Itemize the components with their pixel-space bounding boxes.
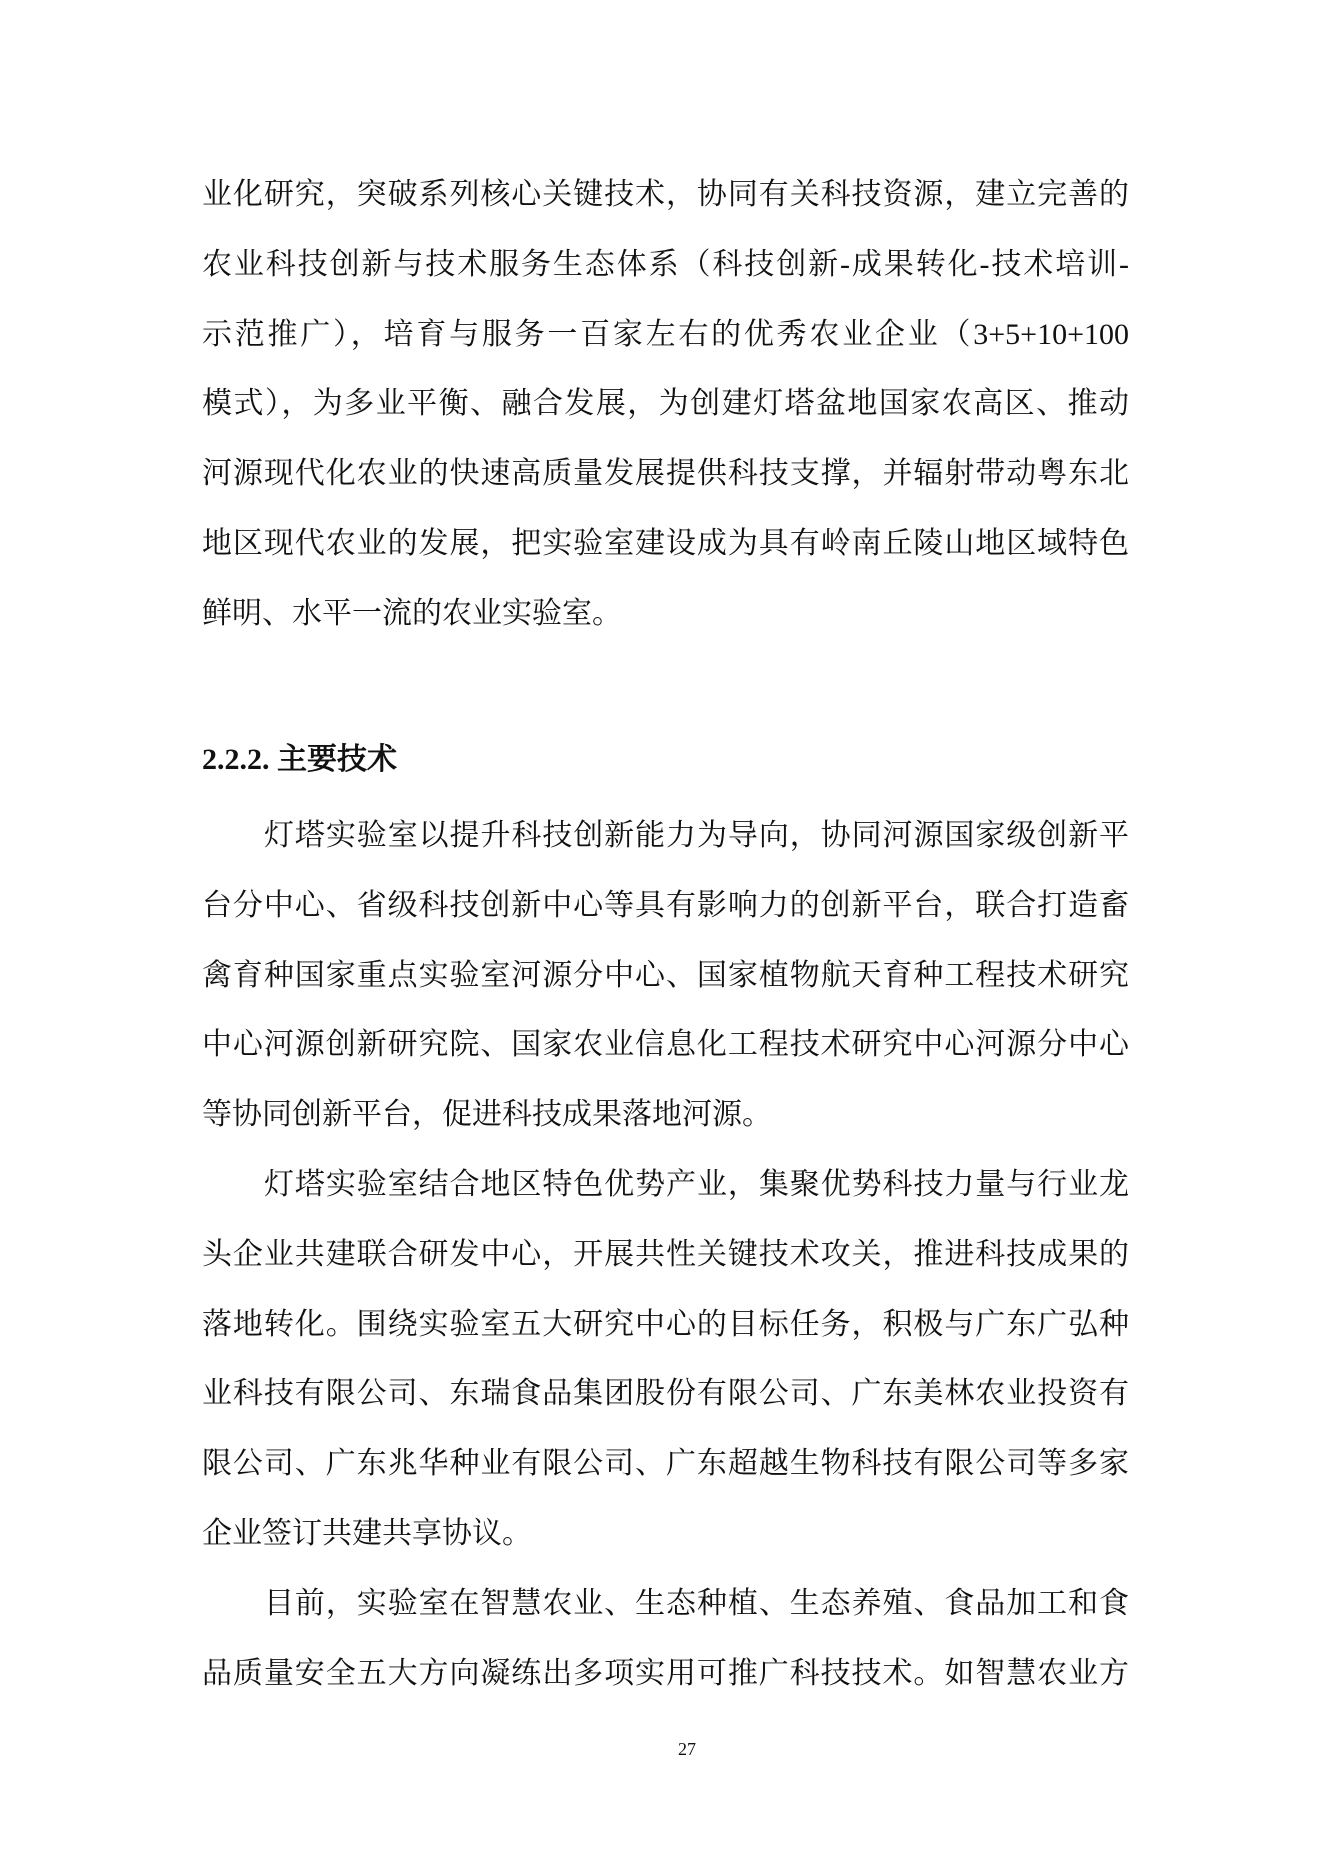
section-heading: 2.2.2. 主要技术 xyxy=(202,743,397,776)
text-line: 模式），为多业平衡、融合发展，为创建灯塔盆地国家农高区、推动 xyxy=(202,387,1129,421)
paragraph-enterprises xyxy=(202,1150,1129,1569)
text-line: 中心河源创新研究院、国家农业信息化工程技术研究中心河源分中心 xyxy=(202,1028,1129,1062)
text-line: 落地转化。围绕实验室五大研究中心的目标任务，积极与广东广弘种 xyxy=(202,1307,1129,1341)
text-line: 灯塔实验室以提升科技创新能力为导向，协同河源国家级创新平 xyxy=(264,819,1129,852)
text-line: 灯塔实验室结合地区特色优势产业，集聚优势科技力量与行业龙 xyxy=(264,1167,1129,1201)
text-line: 台分中心、省级科技创新中心等具有影响力的创新平台，联合打造畜 xyxy=(202,888,1129,922)
text-line: 鲜明、水平一流的农业实验室。 xyxy=(202,596,622,630)
paragraph-directions xyxy=(202,1569,1129,1709)
text-line: 禽育种国家重点实验室河源分中心、国家植物航天育种工程技术研究 xyxy=(202,958,1129,992)
text-line: 头企业共建联合研发中心，开展共性关键技术攻关，推进科技成果的 xyxy=(202,1237,1129,1271)
section-body xyxy=(202,801,1129,1708)
paragraph-platforms xyxy=(202,801,1129,1150)
text-line: 限公司、广东兆华种业有限公司、广东超越生物科技有限公司等多家 xyxy=(202,1447,1129,1481)
paragraph-continuation xyxy=(202,160,1129,649)
text-line: 河源现代化农业的快速高质量发展提供科技支撑，并辐射带动粤东北 xyxy=(202,457,1129,491)
text-line: 企业签订共建共享协议。 xyxy=(202,1516,532,1550)
text-line: 示范推广），培育与服务一百家左右的优秀农业企业（3+5+10+100 xyxy=(202,317,1129,351)
text-line: 业化研究，突破系列核心关键技术，协同有关科技资源，建立完善的 xyxy=(202,178,1129,211)
text-line: 业科技有限公司、东瑞食品集团股份有限公司、广东美林农业投资有 xyxy=(202,1377,1129,1411)
text-line: 农业科技创新与技术服务生态体系（科技创新-成果转化-技术培训- xyxy=(202,247,1129,281)
text-line: 等协同创新平台，促进科技成果落地河源。 xyxy=(202,1098,772,1132)
page-number: 27 xyxy=(678,1739,696,1759)
text-line: 地区现代农业的发展，把实验室建设成为具有岭南丘陵山地区域特色 xyxy=(202,526,1129,560)
text-line: 目前，实验室在智慧农业、生态种植、生态养殖、食品加工和食 xyxy=(264,1586,1129,1620)
text-line: 品质量安全五大方向凝练出多项实用可推广科技技术。如智慧农业方 xyxy=(202,1656,1129,1690)
